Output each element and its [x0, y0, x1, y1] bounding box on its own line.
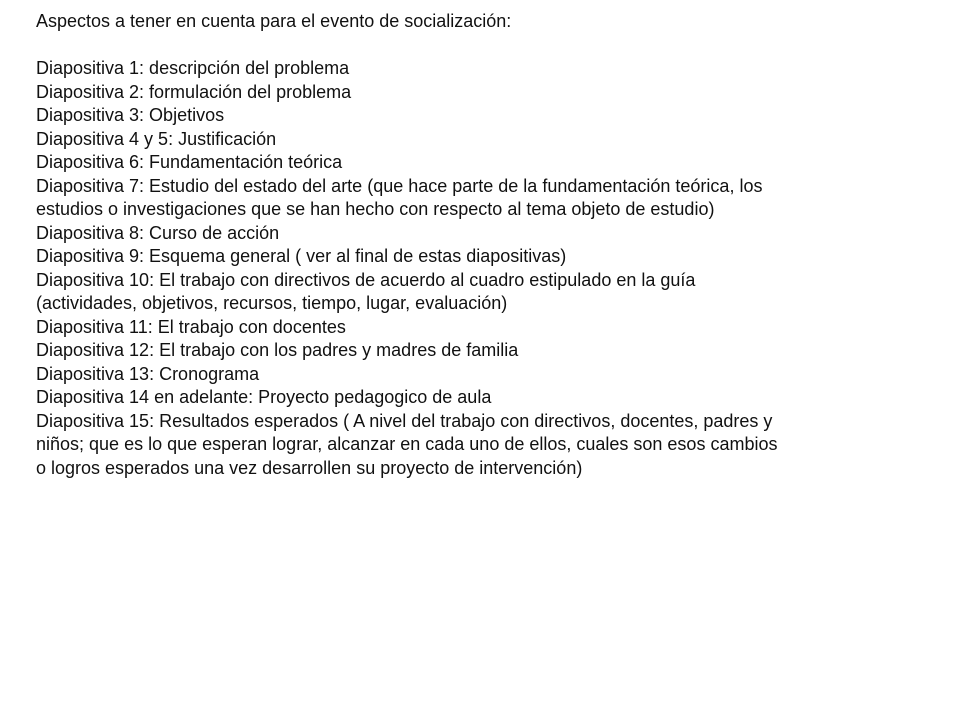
slide-line: Diapositiva 4 y 5: Justificación: [36, 128, 277, 149]
slide-line: Diapositiva 7: Estudio del estado del arte (que hace parte de la fundamentación teórica, los: [36, 175, 763, 196]
slide-line: Diapositiva 11: El trabajo con docentes: [36, 316, 346, 337]
slide-line: Diapositiva 15: Resultados esperados ( A nivel del trabajo con directivos, docentes, padres y: [36, 410, 773, 431]
slide-line: Diapositiva 6: Fundamentación teórica: [36, 152, 343, 172]
slide-line: niños; que es lo que esperan lograr, alcanzar en cada uno de ellos, cuales son esos cambios: [36, 434, 778, 454]
slide-line: Diapositiva 14 en adelante: Proyecto pedagogico de aula: [36, 387, 492, 407]
slide-line: Diapositiva 3: Objetivos: [36, 105, 225, 125]
slide-line: Diapositiva 12: El trabajo con los padres y madres de familia: [36, 340, 519, 360]
slide-line: Diapositiva 2: formulación del problema: [36, 81, 352, 102]
slide-line: Diapositiva 13: Cronograma: [36, 363, 260, 384]
blank-line: [36, 34, 936, 58]
slide-line: (actividades, objetivos, recursos, tiempo, lugar, evaluación): [36, 293, 508, 313]
slide-heading: Aspectos a tener en cuenta para el evento de socialización:: [36, 11, 512, 31]
slide-line: Diapositiva 9: Esquema general ( ver al final de estas diapositivas): [36, 246, 567, 266]
slide-line: Diapositiva 8: Curso de acción: [36, 222, 280, 243]
slide-line: Diapositiva 1: descripción del problema: [36, 58, 350, 78]
slide-line: estudios o investigaciones que se han hecho con respecto al tema objeto de estudio): [36, 199, 715, 219]
slide-text-body: [36, 10, 936, 480]
slide-line: Diapositiva 10: El trabajo con directivos de acuerdo al cuadro estipulado en la guía: [36, 269, 696, 290]
slide-line: o logros esperados una vez desarrollen su proyecto de intervención): [36, 457, 583, 478]
